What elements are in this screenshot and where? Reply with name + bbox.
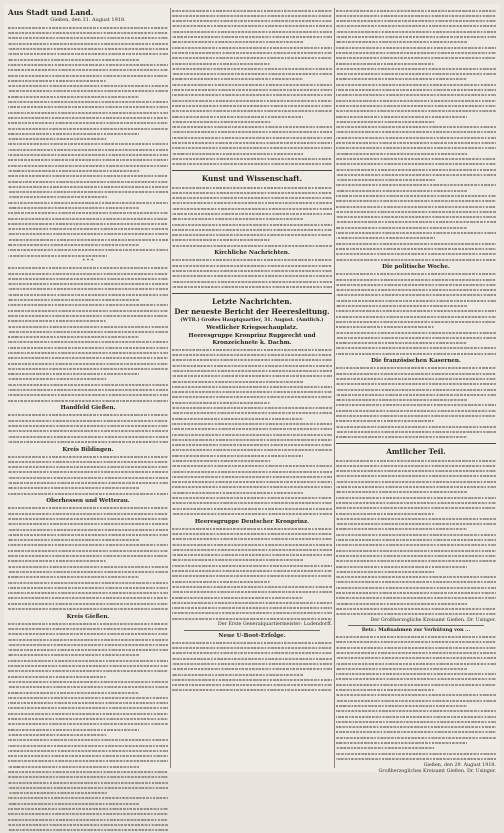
- article-body: [8, 266, 168, 404]
- section-title-local: Aus Stadt und Land.: [8, 8, 94, 17]
- notice-title: Betr.: Maßnahmen zur Verhütung von ...: [361, 627, 471, 634]
- section-title-latest: Letzte Nachrichten.: [212, 296, 292, 306]
- heading-church: Kirchliche Nachrichten.: [214, 250, 290, 257]
- divider: [172, 293, 332, 294]
- article-body: [172, 258, 332, 290]
- heading-oberhessen: Oberhessen und Wetterau.: [46, 498, 130, 505]
- column-left: [8, 8, 168, 768]
- heading-politics: Die politische Woche.: [382, 264, 450, 271]
- column-rule: [334, 8, 335, 768]
- heading-u-boat: Neue U-Boot-Erfolge.: [218, 632, 286, 639]
- text-line: [172, 284, 332, 289]
- dateline: Gießen, den 31. August 1918.: [50, 17, 126, 23]
- article-body: [8, 621, 168, 833]
- article-body: [172, 185, 332, 249]
- article-body: [8, 506, 168, 612]
- heading-barracks: Die französischen Kasernen.: [371, 358, 461, 365]
- article-body: [8, 413, 168, 445]
- article-body: [172, 526, 332, 621]
- text-line: [172, 243, 332, 248]
- notice-dateline: Gießen, den 29. August 1918.: [423, 762, 496, 768]
- column-rule: [170, 8, 171, 768]
- divider: [172, 170, 332, 171]
- text-line: [336, 435, 467, 440]
- article-body: [172, 640, 332, 693]
- text-line: [336, 257, 496, 262]
- heading-army-group-1: Heeresgruppe Kronprinz Rupprecht und Kronzeichnete k. Dachm.: [188, 333, 316, 346]
- report-signature: Der Erste Generalquartiermeister: Ludendorff.: [217, 622, 332, 628]
- article-body: [336, 8, 496, 262]
- text-line: [336, 612, 496, 617]
- report-byline: (WTB.) Großes Hauptquartier, 31. August. (Amtlich.): [180, 316, 324, 323]
- text-line: [8, 828, 168, 833]
- article-body: [336, 272, 496, 357]
- text-line: [8, 253, 107, 258]
- text-line: [8, 606, 168, 611]
- section-title-arts: Kunst und Wissenschaft.: [201, 173, 303, 183]
- report-title: Der neueste Bericht der Heeresleitung.: [174, 306, 330, 316]
- notice-signature: Großherzogliches Kreisamt Gießen. Dr. Usinger.: [378, 768, 496, 774]
- article-body: [336, 458, 496, 617]
- column-right: [336, 8, 496, 774]
- article-body: [336, 366, 496, 440]
- heading-gießen: Handfeld Gießen.: [60, 405, 116, 412]
- text-line: [8, 491, 168, 496]
- article-body: [8, 25, 168, 258]
- section-title-official: Amtlicher Teil.: [386, 446, 446, 456]
- article-body: [172, 8, 332, 167]
- text-line: [172, 162, 332, 167]
- text-line: [172, 688, 332, 693]
- heading-kreis: Kreis Gießen.: [66, 613, 110, 620]
- newspaper-page: [4, 4, 500, 772]
- text-line: [8, 398, 168, 403]
- text-line: [172, 616, 332, 621]
- official-signature: Der Großherzogliche Kreisamt Gießen. Dr. Usinger.: [370, 617, 496, 623]
- text-line: [172, 511, 332, 516]
- article-body: [336, 634, 496, 761]
- text-line: [8, 439, 168, 444]
- heading-western: Westlicher Kriegsschauplatz.: [206, 324, 298, 331]
- heading-büdingen: Kreis Bildingen.: [62, 446, 114, 453]
- heading-army-group-2: Heeresgruppe Deutscher Kronprinz.: [194, 518, 310, 525]
- text-line: [336, 351, 496, 356]
- article-body: [8, 454, 168, 496]
- column-middle: [172, 8, 332, 768]
- divider: [184, 630, 320, 631]
- article-body: [172, 347, 332, 517]
- section-stars: * * *: [82, 258, 94, 265]
- divider: [336, 443, 496, 444]
- text-line: [336, 756, 496, 761]
